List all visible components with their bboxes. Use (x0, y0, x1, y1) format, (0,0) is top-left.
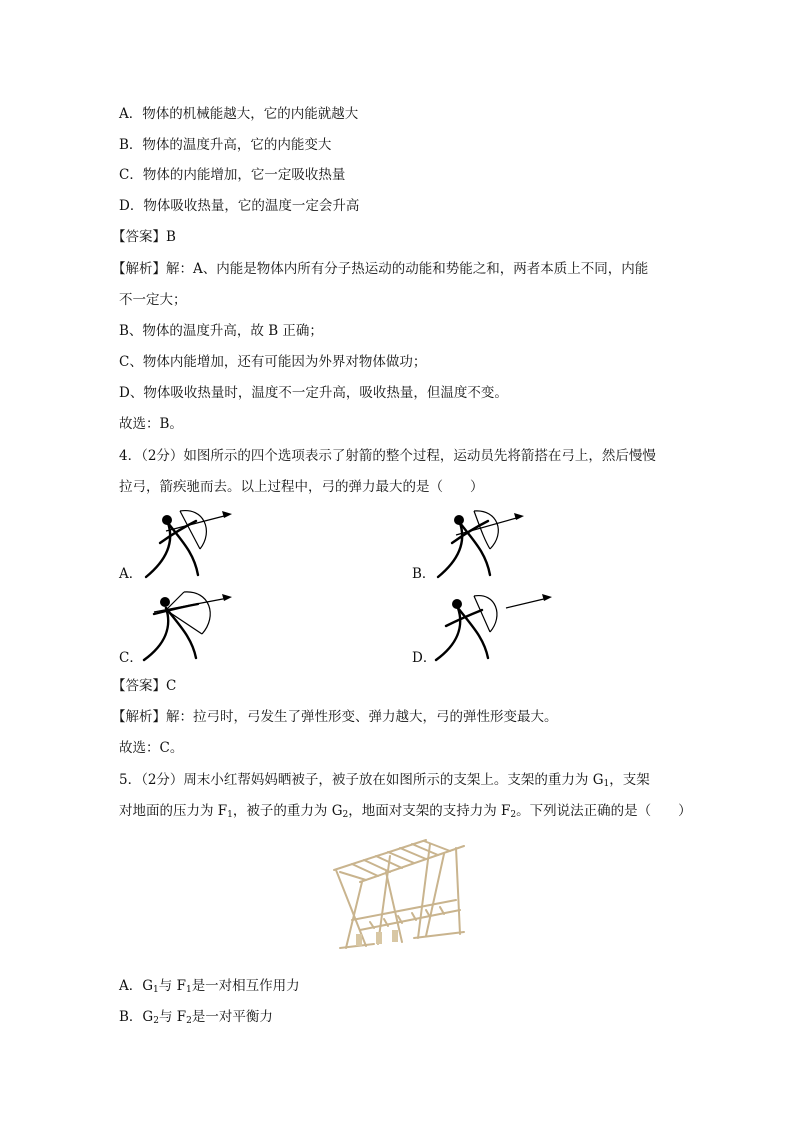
q4-analysis: 【解析】解：拉弓时，弓发生了弹性形变、弹力越大，弓的弹性形变最大。 (112, 709, 558, 725)
q3-option-b: B．物体的温度升高，它的内能变大 (119, 137, 332, 153)
q5-option-a: A．$G_1$与 $F_1$是一对相互作用力 (119, 978, 300, 995)
q4-option-d-label: D． (412, 650, 437, 666)
q5-option-b: B．$G_2$与 $F_2$是一对平衡力 (119, 1009, 273, 1026)
q3-option-c: C．物体的内能增加，它一定吸收热量 (119, 167, 346, 183)
q3-option-d: D．物体吸收热量，它的温度一定会升高 (119, 198, 360, 214)
q3-analysis-line-3: B、物体的温度升高，故 B 正确； (119, 323, 323, 339)
q3-analysis-line-4: C、物体内能增加，还有可能因为外界对物体做功； (119, 354, 427, 370)
q3-conclusion: 故选：B。 (119, 416, 183, 432)
drying-rack-figure (330, 834, 466, 956)
q4-option-c-label: C． (119, 650, 143, 666)
q5-stem-line-1: 5．（2分）周末小红帮妈妈晒被子，被子放在如图所示的支架上。支架的重力为 $G_1$，支架 (119, 772, 650, 789)
archer-figure-c (140, 586, 240, 664)
q3-option-a: A．物体的机械能越大，它的内能就越大 (119, 106, 359, 122)
q4-answer: 【答案】C (112, 678, 177, 694)
q4-stem-line-1: 4．（2分）如图所示的四个选项表示了射箭的整个过程，运动员先将箭搭在弓上，然后慢慢 (119, 448, 656, 464)
archer-figure-d (432, 586, 562, 664)
q4-conclusion: 故选：C。 (119, 740, 184, 756)
q4-option-a-label: A． (119, 566, 143, 582)
q3-analysis-line-2: 不一定大； (119, 292, 187, 308)
q5-stem-line-2: 对地面的压力为 $F_1$，被子的重力为 $G_2$，地面对支架的支持力为 $F_2$。下列说法正确的是（ ） (119, 803, 692, 820)
archer-figure-b (432, 503, 532, 581)
q4-option-b-label: B． (412, 566, 436, 582)
q3-analysis-line-5: D、物体吸收热量时，温度不一定升高，吸收热量，但温度不变。 (119, 385, 508, 401)
q4-stem-line-2: 拉弓，箭疾驰而去。以上过程中，弓的弹力最大的是（ ） (119, 479, 484, 495)
q3-analysis-line-1: 【解析】解：A、内能是物体内所有分子热运动的动能和势能之和，两者本质上不同，内能 (112, 261, 649, 277)
archer-figure-a (140, 503, 240, 581)
q3-answer: 【答案】B (112, 229, 176, 245)
